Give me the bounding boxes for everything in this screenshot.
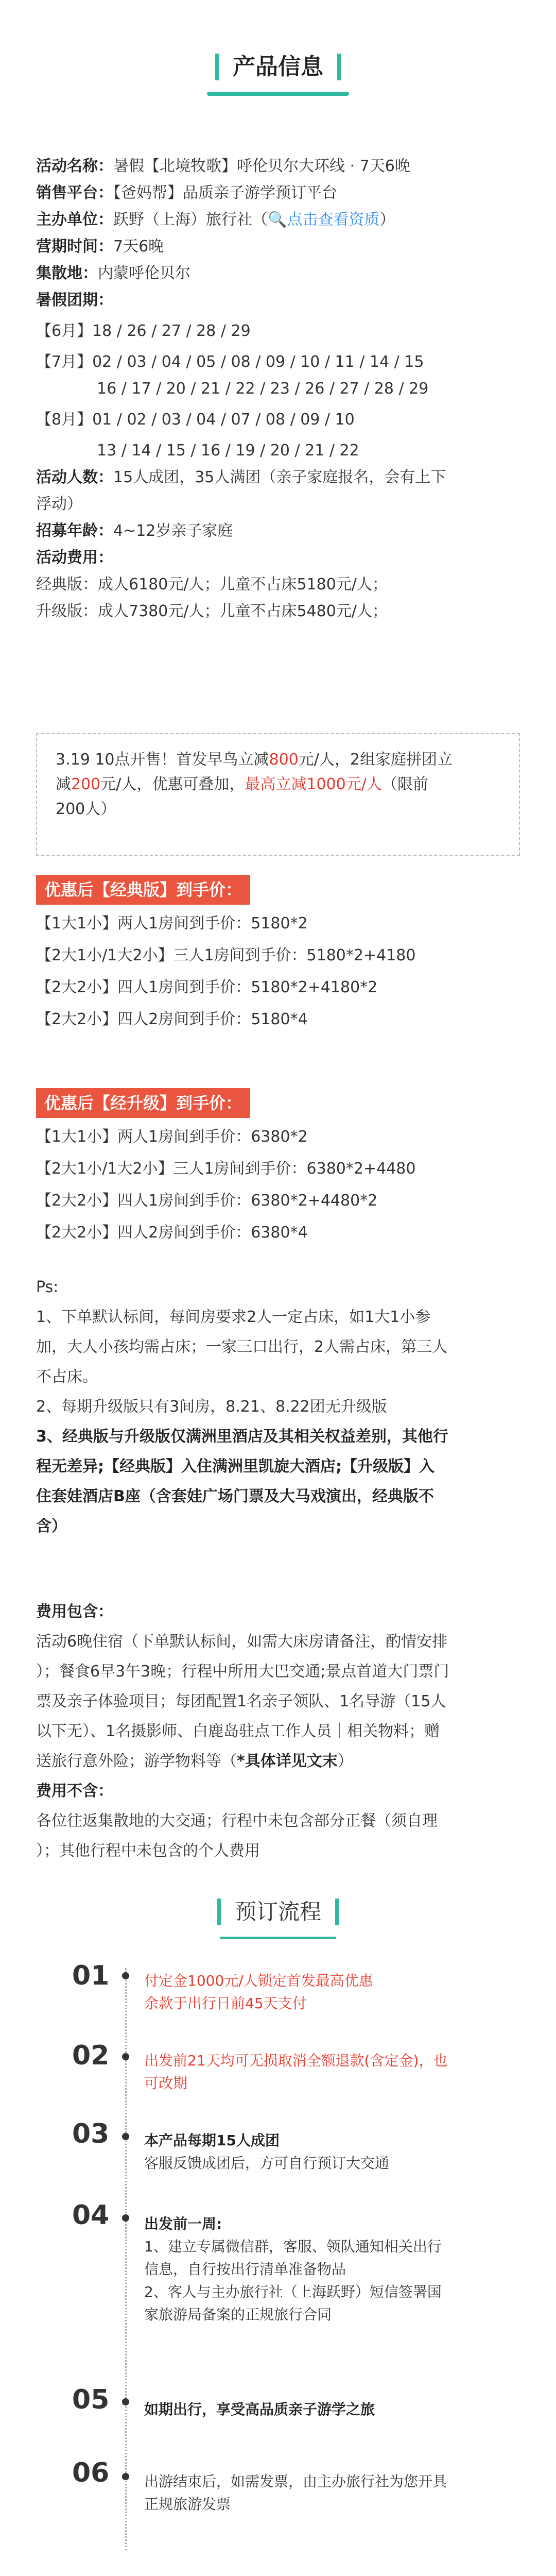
info-value: 内蒙呼伦贝尔 <box>98 264 190 282</box>
step-number: 02 <box>72 2040 110 2071</box>
booking-section-title <box>0 1887 556 1944</box>
notice-highlight: 最高立减1000元/人 <box>245 775 382 793</box>
cost-line <box>36 1747 530 1776</box>
cost-text: 送旅行意外险；游学物料等（ <box>36 1752 237 1770</box>
cost-line: 活动6晚住宿（下单默认标间，如需大床房请备注，酌情安排 <box>36 1633 448 1651</box>
fees-label <box>36 545 530 571</box>
price-row: 【1大1小】两人1房间到手价：5180*2 <box>36 914 308 933</box>
age-key: 招募年龄： <box>36 522 113 540</box>
step-line: 信息，自行按出行清单准备物品 <box>144 2261 346 2278</box>
title-underline <box>220 1937 336 1939</box>
price-row: 【2大2小】四人2房间到手价：5180*4 <box>36 1010 308 1028</box>
ps-line: 加，大人小孩均需占床；一家三口出行，2人需占床，第三人 <box>36 1338 448 1356</box>
step-line: 正规旅游发票 <box>144 2496 231 2513</box>
step-text <box>144 2049 505 2095</box>
cost-line: 票及亲子体验项目；每团配置1名亲子领队、1名导游（15人 <box>36 1692 446 1710</box>
section-title-label: 预订流程 <box>217 1887 339 1937</box>
cost-inc-title: 费用包含： <box>36 1603 113 1621</box>
info-value: 跃野（上海）旅行社（ <box>113 211 268 229</box>
price-row: 【2大1小/1大2小】三人1房间到手价：5180*2+4180 <box>36 946 416 964</box>
product-section-title <box>0 42 556 99</box>
promo-notice <box>36 733 520 856</box>
classic-price-list <box>36 908 530 1036</box>
step-line: 本产品每期15人成团 <box>144 2132 280 2149</box>
ps-line: 1、下单默认标间，每间房要求2人一定占床，如1大1小参 <box>36 1308 431 1326</box>
price-row: 【2大2小】四人1房间到手价：6380*2+4480*2 <box>36 1192 378 1210</box>
step-line: 出发前21天均可无损取消全额退款(含定金)，也 <box>144 2052 448 2069</box>
title-underline <box>207 92 349 96</box>
notice-amount: 200 <box>71 775 101 793</box>
info-value-tail: ） <box>379 211 395 229</box>
step-line: 余款于出行日前45天支付 <box>144 1995 307 2012</box>
info-row <box>36 233 530 260</box>
dates-key: 暑假团期： <box>36 291 113 309</box>
price-row: 【2大2小】四人1房间到手价：5180*2+4180*2 <box>36 978 378 996</box>
step-text <box>144 2213 505 2326</box>
classic-price-tag: 优惠后【经典版】到手价： <box>36 875 250 905</box>
notice-text: 元/人，优惠可叠加， <box>100 775 245 793</box>
notice-text: 3.19 10点开售！首发早鸟立减 <box>56 751 269 769</box>
date-row: 【6月】18 / 26 / 27 / 28 / 29 <box>36 322 251 340</box>
step-line: 可改期 <box>144 2075 188 2092</box>
ps-title: Ps: <box>36 1278 59 1296</box>
step-line: 2、客人与主办旅行社（上海跃野）短信签署国 <box>144 2283 442 2300</box>
step-line: 如期出行，享受高品质亲子游学之旅 <box>144 2401 375 2418</box>
step-text <box>144 1970 505 2015</box>
info-key: 营期时间： <box>36 238 113 256</box>
dates-label <box>36 287 530 314</box>
upgrade-price-tag: 优惠后【经升级】到手价： <box>36 1088 250 1118</box>
price-row: 【2大1小/1大2小】三人1房间到手价：6380*2+4480 <box>36 1160 416 1178</box>
age-value: 4~12岁亲子家庭 <box>113 522 233 540</box>
cost-detail-note: *具体详见文末 <box>237 1752 338 1770</box>
ps-line: 不占床。 <box>36 1368 98 1386</box>
info-row <box>36 207 530 233</box>
ps-line: 含） <box>36 1517 67 1535</box>
cost-exc-title: 费用不含： <box>36 1782 113 1800</box>
step-line: 1、建立专属微信群，客服、领队通知相关出行 <box>144 2238 442 2255</box>
timeline-dot <box>122 2053 129 2060</box>
price-row: 【1大1小】两人1房间到手价：6380*2 <box>36 1128 308 1146</box>
info-value: 暑假【北境牧歌】呼伦贝尔大环线 · 7天6晚 <box>113 157 410 175</box>
info-row <box>36 180 530 207</box>
notice-text: （限前 <box>381 775 428 793</box>
timeline-dot <box>122 2133 129 2140</box>
group-row <box>36 464 530 491</box>
info-key: 销售平台： <box>36 184 113 202</box>
cost-line: 各位往返集散地的大交通；行程中未包含部分正餐（须自理 <box>36 1812 438 1830</box>
timeline-dot <box>122 1972 129 1979</box>
fee-classic: 经典版：成人6180元/人；儿童不占床5180元/人； <box>36 575 388 594</box>
step-number: 04 <box>72 2200 110 2231</box>
notice-text: 减 <box>56 775 71 793</box>
info-list <box>36 153 530 625</box>
ps-block <box>36 1273 530 1541</box>
notice-line: 200人） <box>56 800 116 818</box>
cost-line: 以下无）、1名摄影师、白鹿岛驻点工作人员｜相关物料；赠 <box>36 1722 440 1740</box>
info-key: 主办单位： <box>36 211 113 229</box>
notice-line <box>56 772 500 797</box>
cost-text: ） <box>337 1752 353 1770</box>
fees-key: 活动费用： <box>36 549 113 567</box>
info-value: 7天6晚 <box>113 238 164 256</box>
fee-upgrade: 升级版：成人7380元/人；儿童不占床5480元/人； <box>36 602 388 620</box>
step-line: 付定金1000元/人锁定首发最高优惠 <box>144 1972 373 1989</box>
info-row <box>36 260 530 287</box>
cost-line: ）；其他行程中未包含的个人费用 <box>36 1842 260 1860</box>
price-row: 【2大2小】四人2房间到手价：6380*4 <box>36 1224 308 1242</box>
step-number: 05 <box>72 2384 110 2415</box>
step-line: 出游结束后，如需发票，由主办旅行社为您开具 <box>144 2473 447 2490</box>
step-number: 03 <box>72 2119 110 2149</box>
date-row: 16 / 17 / 20 / 21 / 22 / 23 / 26 / 27 / 28 / 29 <box>97 380 429 398</box>
date-row: 13 / 14 / 15 / 16 / 19 / 20 / 21 / 22 <box>97 442 359 460</box>
date-row: 【8月】01 / 02 / 03 / 04 / 07 / 08 / 09 / 10 <box>36 411 355 429</box>
ps-line: 程无差异;【经典版】入住满洲里凯旋大酒店;【升级版】入 <box>36 1458 435 1476</box>
step-text <box>144 2398 505 2421</box>
ps-line: 2、每期升级版只有3间房，8.21、8.22团无升级版 <box>36 1398 387 1416</box>
qualification-link[interactable] <box>268 211 379 229</box>
date-row: 【7月】02 / 03 / 04 / 05 / 08 / 09 / 10 / 11 / 14 / 15 <box>36 353 424 371</box>
step-number: 01 <box>72 1960 110 1991</box>
timeline-dot <box>122 2398 129 2405</box>
cost-line: ）；餐食6早3午3晚；行程中所用大巴交通;景点首道大门票门 <box>36 1663 449 1681</box>
step-line: 客服反馈成团后，方可自行预订大交通 <box>144 2155 390 2172</box>
step-text <box>144 2470 505 2516</box>
info-key: 集散地： <box>36 264 98 282</box>
section-title-label: 产品信息 <box>215 42 341 92</box>
timeline-dot <box>122 2214 129 2222</box>
step-line: 家旅游局备案的正规旅行合同 <box>144 2306 332 2323</box>
step-number: 06 <box>72 2458 110 2488</box>
qualification-link-text: 点击查看资质 <box>287 211 380 229</box>
notice-amount: 800 <box>269 751 299 769</box>
group-row-cont: 浮动） <box>36 495 82 513</box>
info-value: 【爸妈帮】品质亲子游学预订平台 <box>113 184 337 202</box>
info-row <box>36 153 530 180</box>
age-row <box>36 518 530 545</box>
group-value: 15人成团，35人满团（亲子家庭报名，会有上下 <box>113 468 446 486</box>
step-text <box>144 2129 505 2175</box>
cost-block <box>36 1597 530 1866</box>
step-line: 出发前一周: <box>144 2215 222 2232</box>
notice-text: 元/人，2组家庭拼团立 <box>298 751 453 769</box>
timeline-dot <box>122 2473 129 2480</box>
search-icon: 🔍 <box>268 211 287 229</box>
ps-line: 3、经典版与升级版仅满洲里酒店及其相关权益差别，其他行 <box>36 1428 448 1446</box>
upgrade-price-list <box>36 1121 530 1249</box>
group-key: 活动人数： <box>36 468 113 486</box>
info-key: 活动名称： <box>36 157 113 175</box>
ps-line: 住套娃酒店B座（含套娃广场门票及大马戏演出，经典版不 <box>36 1487 434 1505</box>
notice-line <box>56 748 500 772</box>
